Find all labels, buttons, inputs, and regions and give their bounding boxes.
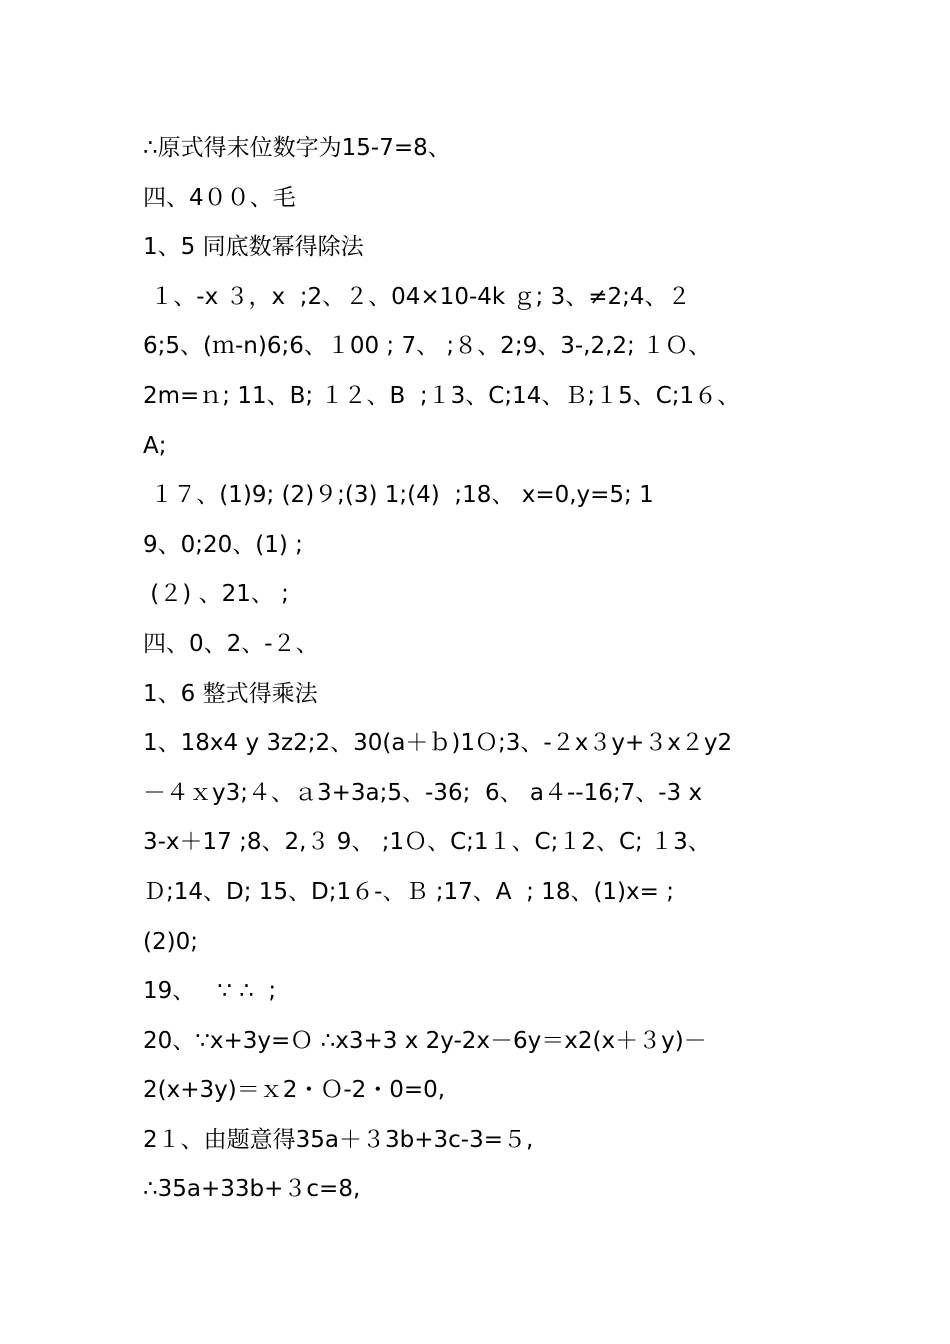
text-line: 四、0、2、-２、 — [143, 630, 319, 657]
text-line: 四、4００、毛 — [143, 184, 296, 211]
text-line: 3-x＋17 ;8、2,３ 9、 ;1Ｏ、C;1１、C;１2、C; １3、 — [143, 829, 711, 856]
document-body — [143, 124, 823, 1215]
text-line: 1、18x4 y 3z2;2、30(a＋ｂ)1Ｏ;3、-２x３y+３x２y2 — [143, 730, 733, 757]
text-line: (2)0; — [143, 928, 198, 955]
text-line: 19、 ∵ ∴ ; — [143, 978, 277, 1005]
text-line: 6;5、(ｍ-n)6;6、１00 ; 7、 ;８、2;9、3-,2,2; １Ｏ、 — [143, 333, 712, 360]
section-heading: 1、6 整式得乘法 — [143, 680, 318, 707]
text-line: 2(x+3y)＝ｘ2・Ｏ-2・0=0, — [143, 1077, 446, 1104]
text-line: 9、0;20、(1) ; — [143, 531, 303, 558]
text-line: １７、(1)9; (2)９;(3) 1;(4) ;18、 x=0,y=5; 1 — [143, 482, 654, 509]
text-line: 20、∵x+3y=Ｏ ∴x3+3 x 2y-2x－6y＝x2(x＋３y)－ — [143, 1027, 707, 1054]
section-heading: 1、5 同底数幂得除法 — [143, 234, 364, 261]
text-line: －４ｘy3;４、ａ3+3a;5、-36; 6、 a４--16;7、-3 x — [143, 779, 703, 806]
text-line: ∴35a+33b+３c=8, — [143, 1176, 361, 1203]
text-line: Ｄ;14、D; 15、D;1６-、Ｂ ;17、A ; 18、(1)x= ; — [143, 878, 674, 905]
text-line: 2１、由题意得35a＋３3b+3c-3=５, — [143, 1126, 534, 1153]
text-line: １、-x ３，x ;2、２、04×10-4k ｇ; 3、≠2;4、２ — [143, 283, 691, 310]
text-line: 2m=ｎ; 11、B; １２、B ;１3、C;14、Ｂ;１5、C;1６、 — [143, 382, 741, 409]
text-line: A; — [143, 432, 167, 459]
text-line: (２) 、21、 ; — [143, 581, 289, 608]
text-line: ∴原式得末位数字为15-7=8、 — [143, 135, 451, 161]
